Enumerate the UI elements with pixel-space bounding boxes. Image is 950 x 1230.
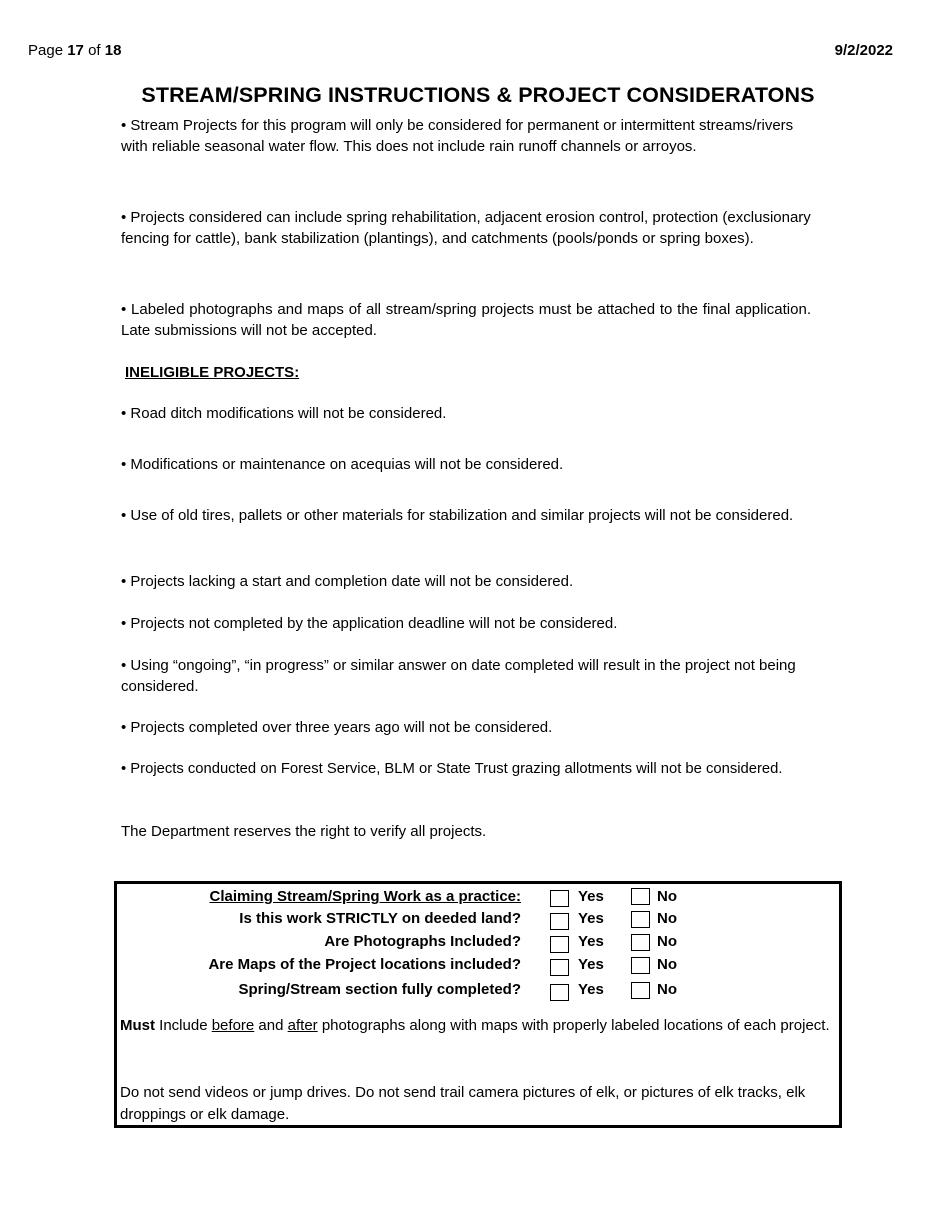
yes-label: Yes <box>578 981 604 998</box>
media-restriction-note: Do not send videos or jump drives. Do not send trail camera pictures of elk, or pictures of elk tracks, elk droppings or elk damage. <box>120 1084 806 1123</box>
ineligible-item: • Use of old tires, pallets or other materials for stabilization and similar projects will not be considered. <box>121 507 794 524</box>
ineligible-item: • Using “ongoing”, “in progress” or similar answer on date completed will result in the project not being considered. <box>121 657 796 695</box>
checklist-row <box>117 956 839 976</box>
no-checkbox[interactable] <box>631 957 650 974</box>
yes-checkbox[interactable] <box>550 936 569 953</box>
before-label: before <box>211 1017 255 1034</box>
page-prefix: Page <box>28 42 64 59</box>
checklist-row <box>117 933 839 953</box>
yes-checkbox[interactable] <box>550 984 569 1001</box>
yes-label: Yes <box>578 956 604 973</box>
page-title: STREAM/SPRING INSTRUCTIONS & PROJECT CONSIDERATONS <box>141 83 815 107</box>
ineligible-item: • Road ditch modifications will not be considered. <box>121 405 447 422</box>
ineligible-item: • Modifications or maintenance on acequias will not be considered. <box>121 456 564 473</box>
ineligible-item: • Projects completed over three years ago will not be considered. <box>121 719 553 736</box>
note-text: photographs along with maps with properly labeled locations of each project. <box>317 1017 830 1034</box>
yes-checkbox[interactable] <box>550 913 569 930</box>
question-label: Are Photographs Included? <box>324 933 521 950</box>
ineligible-item: • Projects not completed by the application deadline will not be considered. <box>121 615 618 632</box>
page-number: 17 <box>67 42 84 59</box>
no-label: No <box>657 910 677 927</box>
note-text: Include <box>155 1017 212 1034</box>
no-checkbox[interactable] <box>631 982 650 999</box>
no-checkbox[interactable] <box>631 934 650 951</box>
yes-label: Yes <box>578 910 604 927</box>
no-label: No <box>657 981 677 998</box>
no-label: No <box>657 888 677 905</box>
checklist-row <box>117 888 839 908</box>
intro-projects-considered: • Projects considered can include spring rehabilitation, adjacent erosion control, protection (exclusionary fencing for cattle), bank stabilization (plantings), and catchments (pools/ponds or spring boxes). <box>121 209 811 247</box>
page-total: 18 <box>104 42 122 59</box>
no-label: No <box>657 956 677 973</box>
photo-requirement-note <box>120 1015 832 1037</box>
ineligible-item: • Projects conducted on Forest Service, BLM or State Trust grazing allotments will not be considered. <box>121 761 783 777</box>
no-checkbox[interactable] <box>631 888 650 905</box>
after-label: after <box>287 1017 318 1034</box>
intro-stream-projects: • Stream Projects for this program will only be considered for permanent or intermittent streams/rivers with reliable seasonal water flow. This does not include rain runoff channels or arroyos. <box>121 117 794 155</box>
yes-checkbox[interactable] <box>550 890 569 907</box>
note-text: and <box>254 1017 288 1034</box>
question-label: Is this work STRICTLY on deeded land? <box>239 910 521 927</box>
yes-checkbox[interactable] <box>550 959 569 976</box>
intro-labeled-photographs: • Labeled photographs and maps of all stream/spring projects must be attached to the final application. Late submissions will not be accepted. <box>121 301 811 339</box>
document-date: 9/2/2022 <box>834 42 893 59</box>
reserve-note: The Department reserves the right to verify all projects. <box>121 823 487 840</box>
question-label: Claiming Stream/Spring Work as a practice: <box>209 888 521 905</box>
ineligible-heading: INELIGIBLE PROJECTS: <box>125 364 300 381</box>
yes-label: Yes <box>578 933 604 950</box>
checklist-box <box>114 881 842 1128</box>
no-checkbox[interactable] <box>631 911 650 928</box>
ineligible-item: • Projects lacking a start and completion date will not be considered. <box>121 573 574 590</box>
yes-label: Yes <box>578 888 604 905</box>
question-label: Are Maps of the Project locations included? <box>208 956 521 973</box>
page-of: of <box>88 42 101 59</box>
page-indicator <box>28 42 121 59</box>
no-label: No <box>657 933 677 950</box>
question-label: Spring/Stream section fully completed? <box>238 981 521 998</box>
checklist-row <box>117 981 839 1001</box>
checklist-row <box>117 910 839 930</box>
must-label: Must <box>120 1017 155 1034</box>
